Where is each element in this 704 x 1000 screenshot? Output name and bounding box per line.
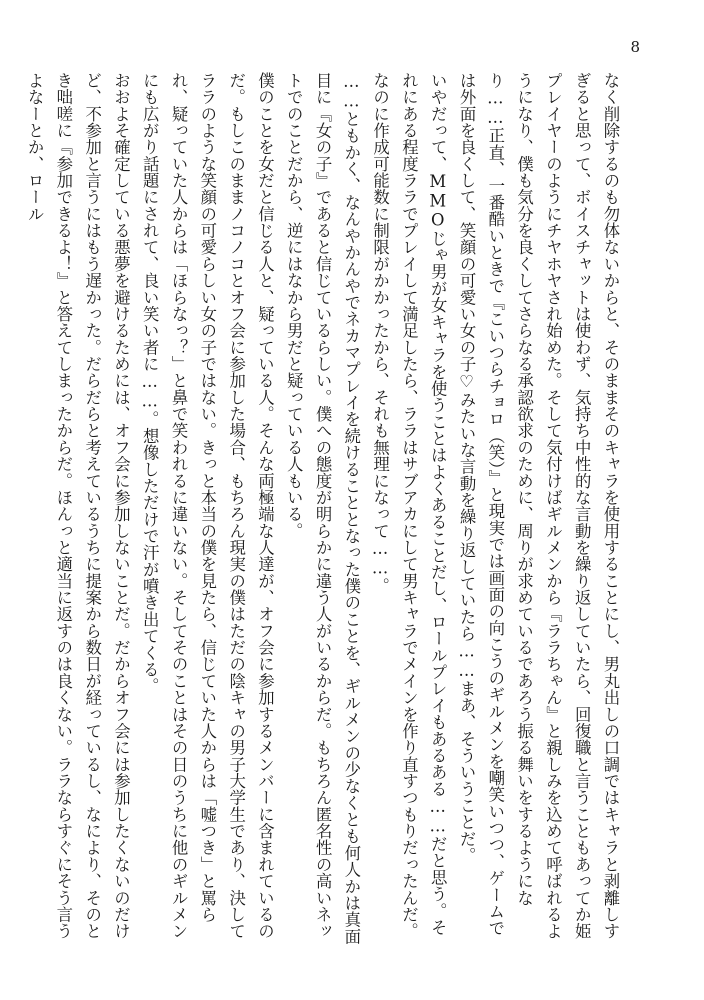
vertical-text-body xyxy=(25,72,624,952)
paragraph: なく削除するのも勿体ないからと、そのままそのキャラを使用することにし、男丸出しの口調ではキャラと剥離しすぎると思って、ボイスチャットは使わず、気持ち中性的な言動を繰り返していたら、回復職と言うこともあってか姫プレイヤーのようにチヤホヤされ始めた。そして気付けばギルメンから『ララちゃん』と親しみを込めて呼ばれるようになり、僕も気分を良くしてさらなる承認欲求のために、周りが求めているであろう振る舞いをするようになり……正直、一番酷いときで『こいつらチョロ（笑）』と現実では画面の向こうのギルメンを嘲笑いつつ、ゲームでは外面を良くして、笑顔の可愛い女の子♡みたいな言動を繰り返していたら……まあ、そういうことだ。 xyxy=(457,72,620,940)
paragraph: おおよそ確定している悪夢を避けるためには、オフ会に参加しないことだ。だからオフ会には参加したくないのだけど、不参加と言うにはもう遅かった。だらだらと考えているうちに提案から数日が経っているし、なにより、そのとき咄嗟に『参加できるよ！』と答えてしまったからだ。ほんっと適当に返すのは良くない。ララならすぐにそう言うよなーとか、ロール xyxy=(25,72,131,940)
paragraph: いやだって、MMOじゃ男が女キャラを使うことはよくあることだし、ロールプレイもあるある……だと思う。それにある程度ララでプレイして満足したら、ララはサブアカにして男キャラでメインを作り直すつもりだったんだ。なのに作成可能数に制限がかかったから、それも無理になって……。 xyxy=(370,72,448,940)
paragraph: ……ともかく、なんやかんやでネカマプレイを続けることとなった僕のことを、ギルメンの少なくとも何人かは真面目に『女の子』であると信じているらしい。僕への態度が明らかに違う人がいるからだ。もちろん匿名性の高いネットでのことだから、逆にはなから男だと疑っている人もいる。 xyxy=(284,72,361,945)
paragraph: 僕のことを女だと信じる人と、疑っている人。そんな両極端な人達が、オフ会に参加するメンバーに含まれているのだ。もしこのままノコノコとオフ会に参加した場合、もちろん現実の僕はただの陰キャの男子大学生であり、決してララのような笑顔の可愛らしい女の子ではない。きっと本当の僕を見たら、信じていた人からは「嘘つき」と罵られ、疑っていた人からは「ほらなっ？」と鼻で笑われるに違いない。そしてそのことはその日のうちに他のギルメンにも広がり話題にされて、良い笑い者に……。想像しただけで汗が噴き出てくる。 xyxy=(140,72,275,940)
page-number: 8 xyxy=(630,38,640,56)
